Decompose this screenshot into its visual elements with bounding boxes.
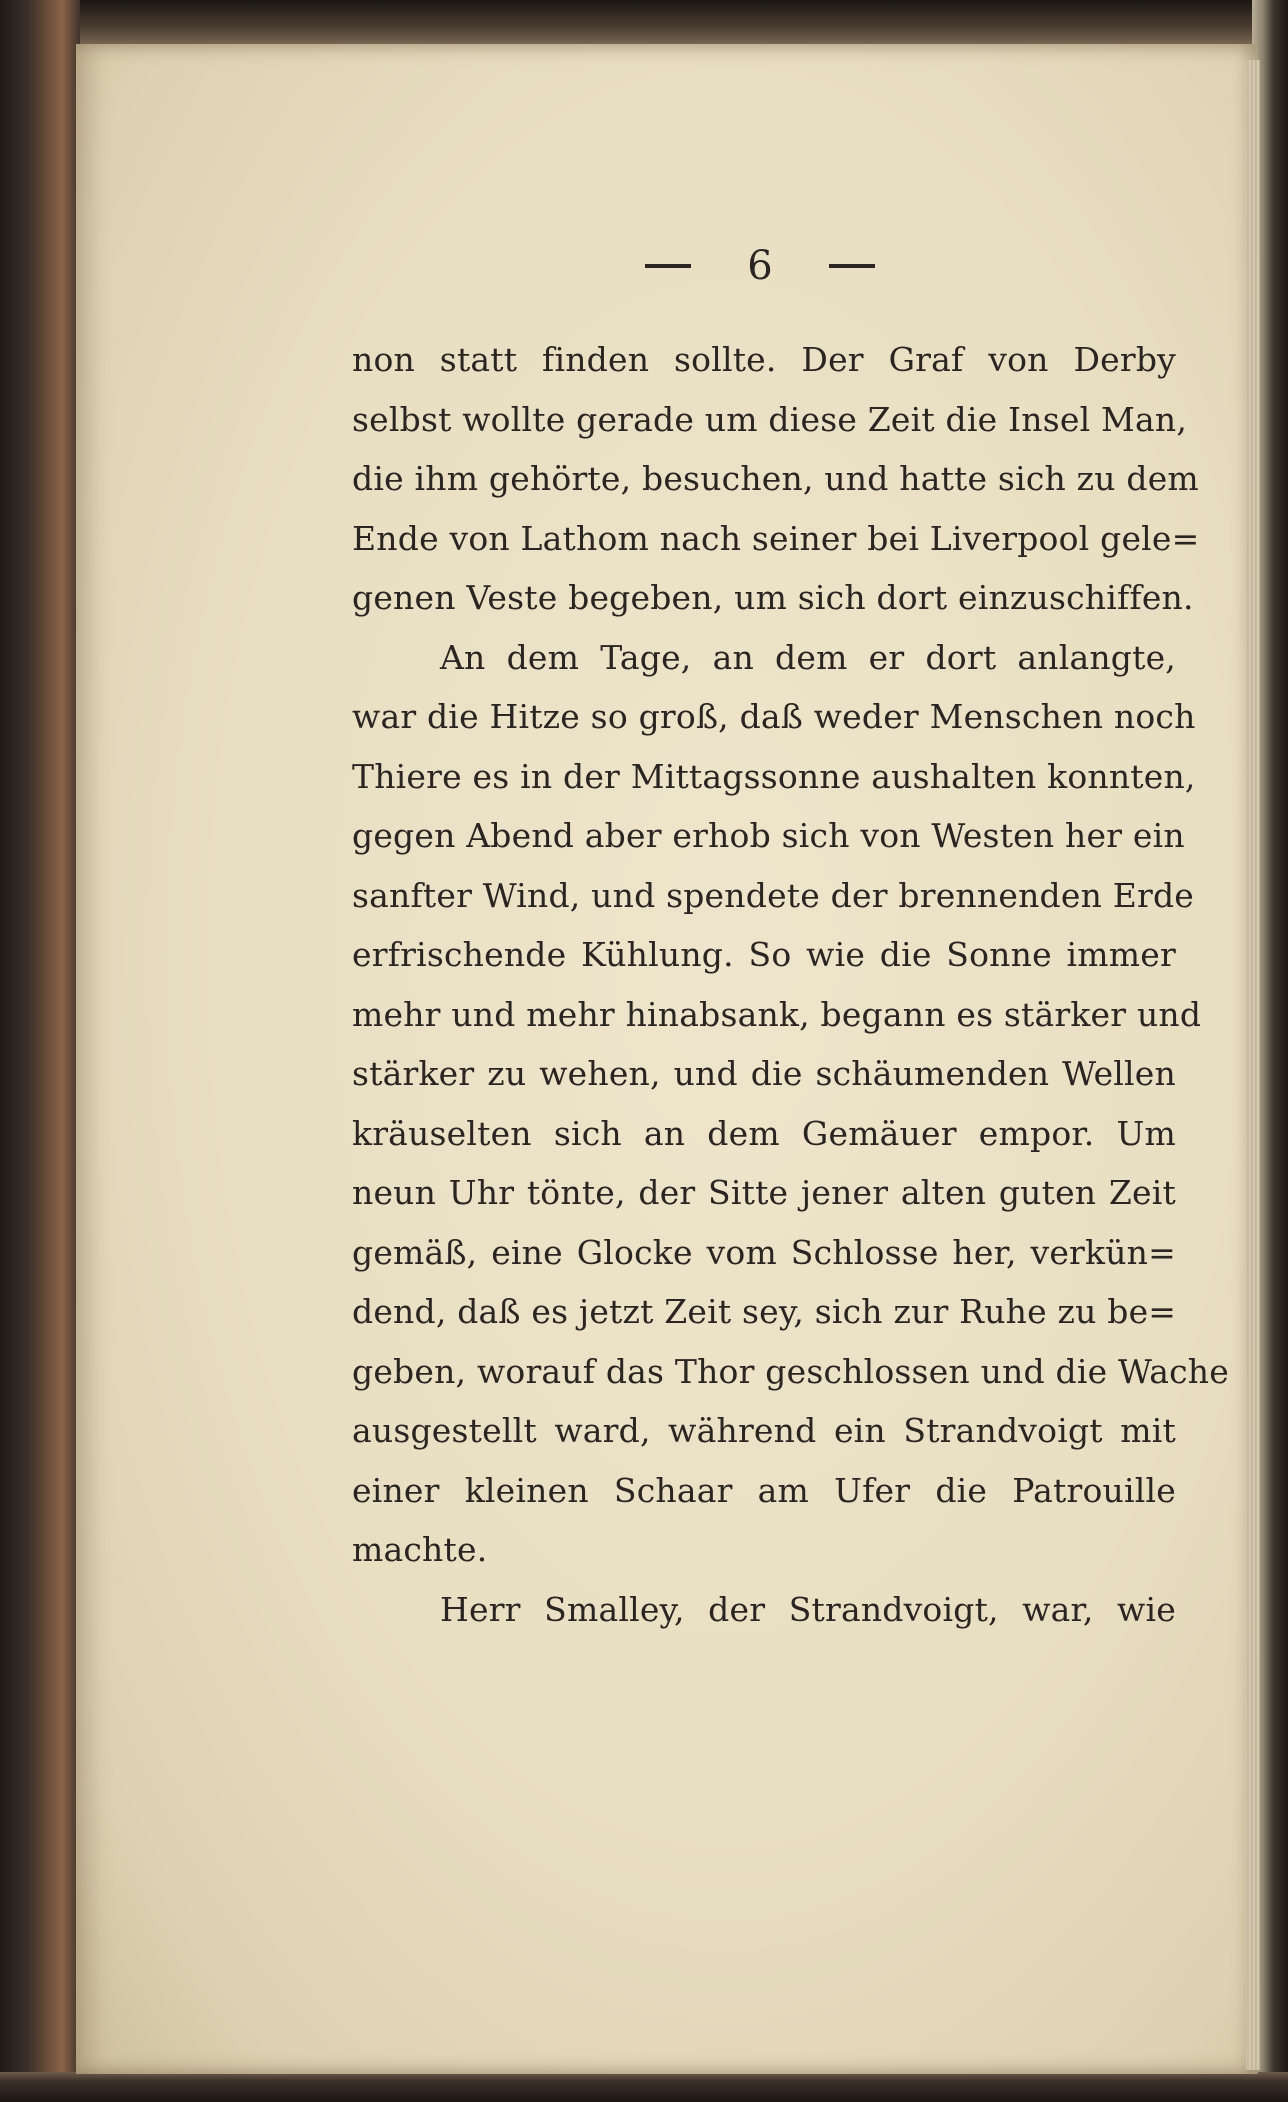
text-line: Ende von Lathom nach seiner bei Liverpool gele= — [352, 518, 1200, 558]
page-header — [590, 236, 930, 296]
text-line: erfrischende Kühlung. So wie die Sonne immer — [352, 935, 1176, 974]
text-line: dend, daß es jetzt Zeit sey, sich zur Ruhe zu be= — [352, 1292, 1177, 1331]
text-line: neun Uhr tönte, der Sitte jener alten guten Zeit — [352, 1173, 1176, 1212]
text-line: sanfter Wind, und spendete der brennenden Erde — [352, 875, 1195, 915]
text-line: ausgestellt ward, während ein Strandvoigt mit — [352, 1411, 1176, 1450]
text-line: einer kleinen Schaar am Ufer die Patrouille — [352, 1470, 1176, 1510]
text-line: selbst wollte gerade um diese Zeit die Insel Man, — [352, 399, 1188, 439]
header-dash-right — [829, 264, 875, 268]
book-binding-bottom — [0, 2072, 1288, 2102]
text-line: Herr Smalley, der Strandvoigt, war, wie — [440, 1589, 1176, 1629]
text-line: gemäß, eine Glocke vom Schlosse her, verkün= — [352, 1232, 1176, 1272]
text-line: machte. — [352, 1530, 488, 1569]
book-binding-top — [0, 0, 1288, 46]
text-line: war die Hitze so groß, daß weder Menschen noch — [352, 697, 1196, 736]
text-line: geben, worauf das Thor geschlossen und die Wache — [352, 1351, 1229, 1391]
text-line: die ihm gehörte, besuchen, und hatte sich zu dem — [352, 459, 1199, 498]
page-edges — [1246, 60, 1260, 2070]
body-text — [352, 330, 1229, 1639]
page-number: 6 — [747, 243, 773, 289]
text-line: An dem Tage, an dem er dort anlangte, — [440, 637, 1176, 677]
text-line: stärker zu wehen, und die schäumenden Wellen — [352, 1054, 1176, 1093]
text-line: Thiere es in der Mittagssonne aushalten konnten, — [352, 756, 1196, 796]
book-binding-left — [0, 0, 80, 2102]
header-dash-left — [645, 264, 691, 268]
text-line: gegen Abend aber erhob sich von Westen her ein — [352, 816, 1185, 855]
text-line: mehr und mehr hinabsank, begann es stärker und — [352, 994, 1202, 1034]
text-line: kräuselten sich an dem Gemäuer empor. Um — [352, 1113, 1176, 1153]
text-line: genen Veste begeben, um sich dort einzuschiffen. — [352, 578, 1194, 617]
text-line: non statt finden sollte. Der Graf von Derby — [352, 340, 1176, 379]
